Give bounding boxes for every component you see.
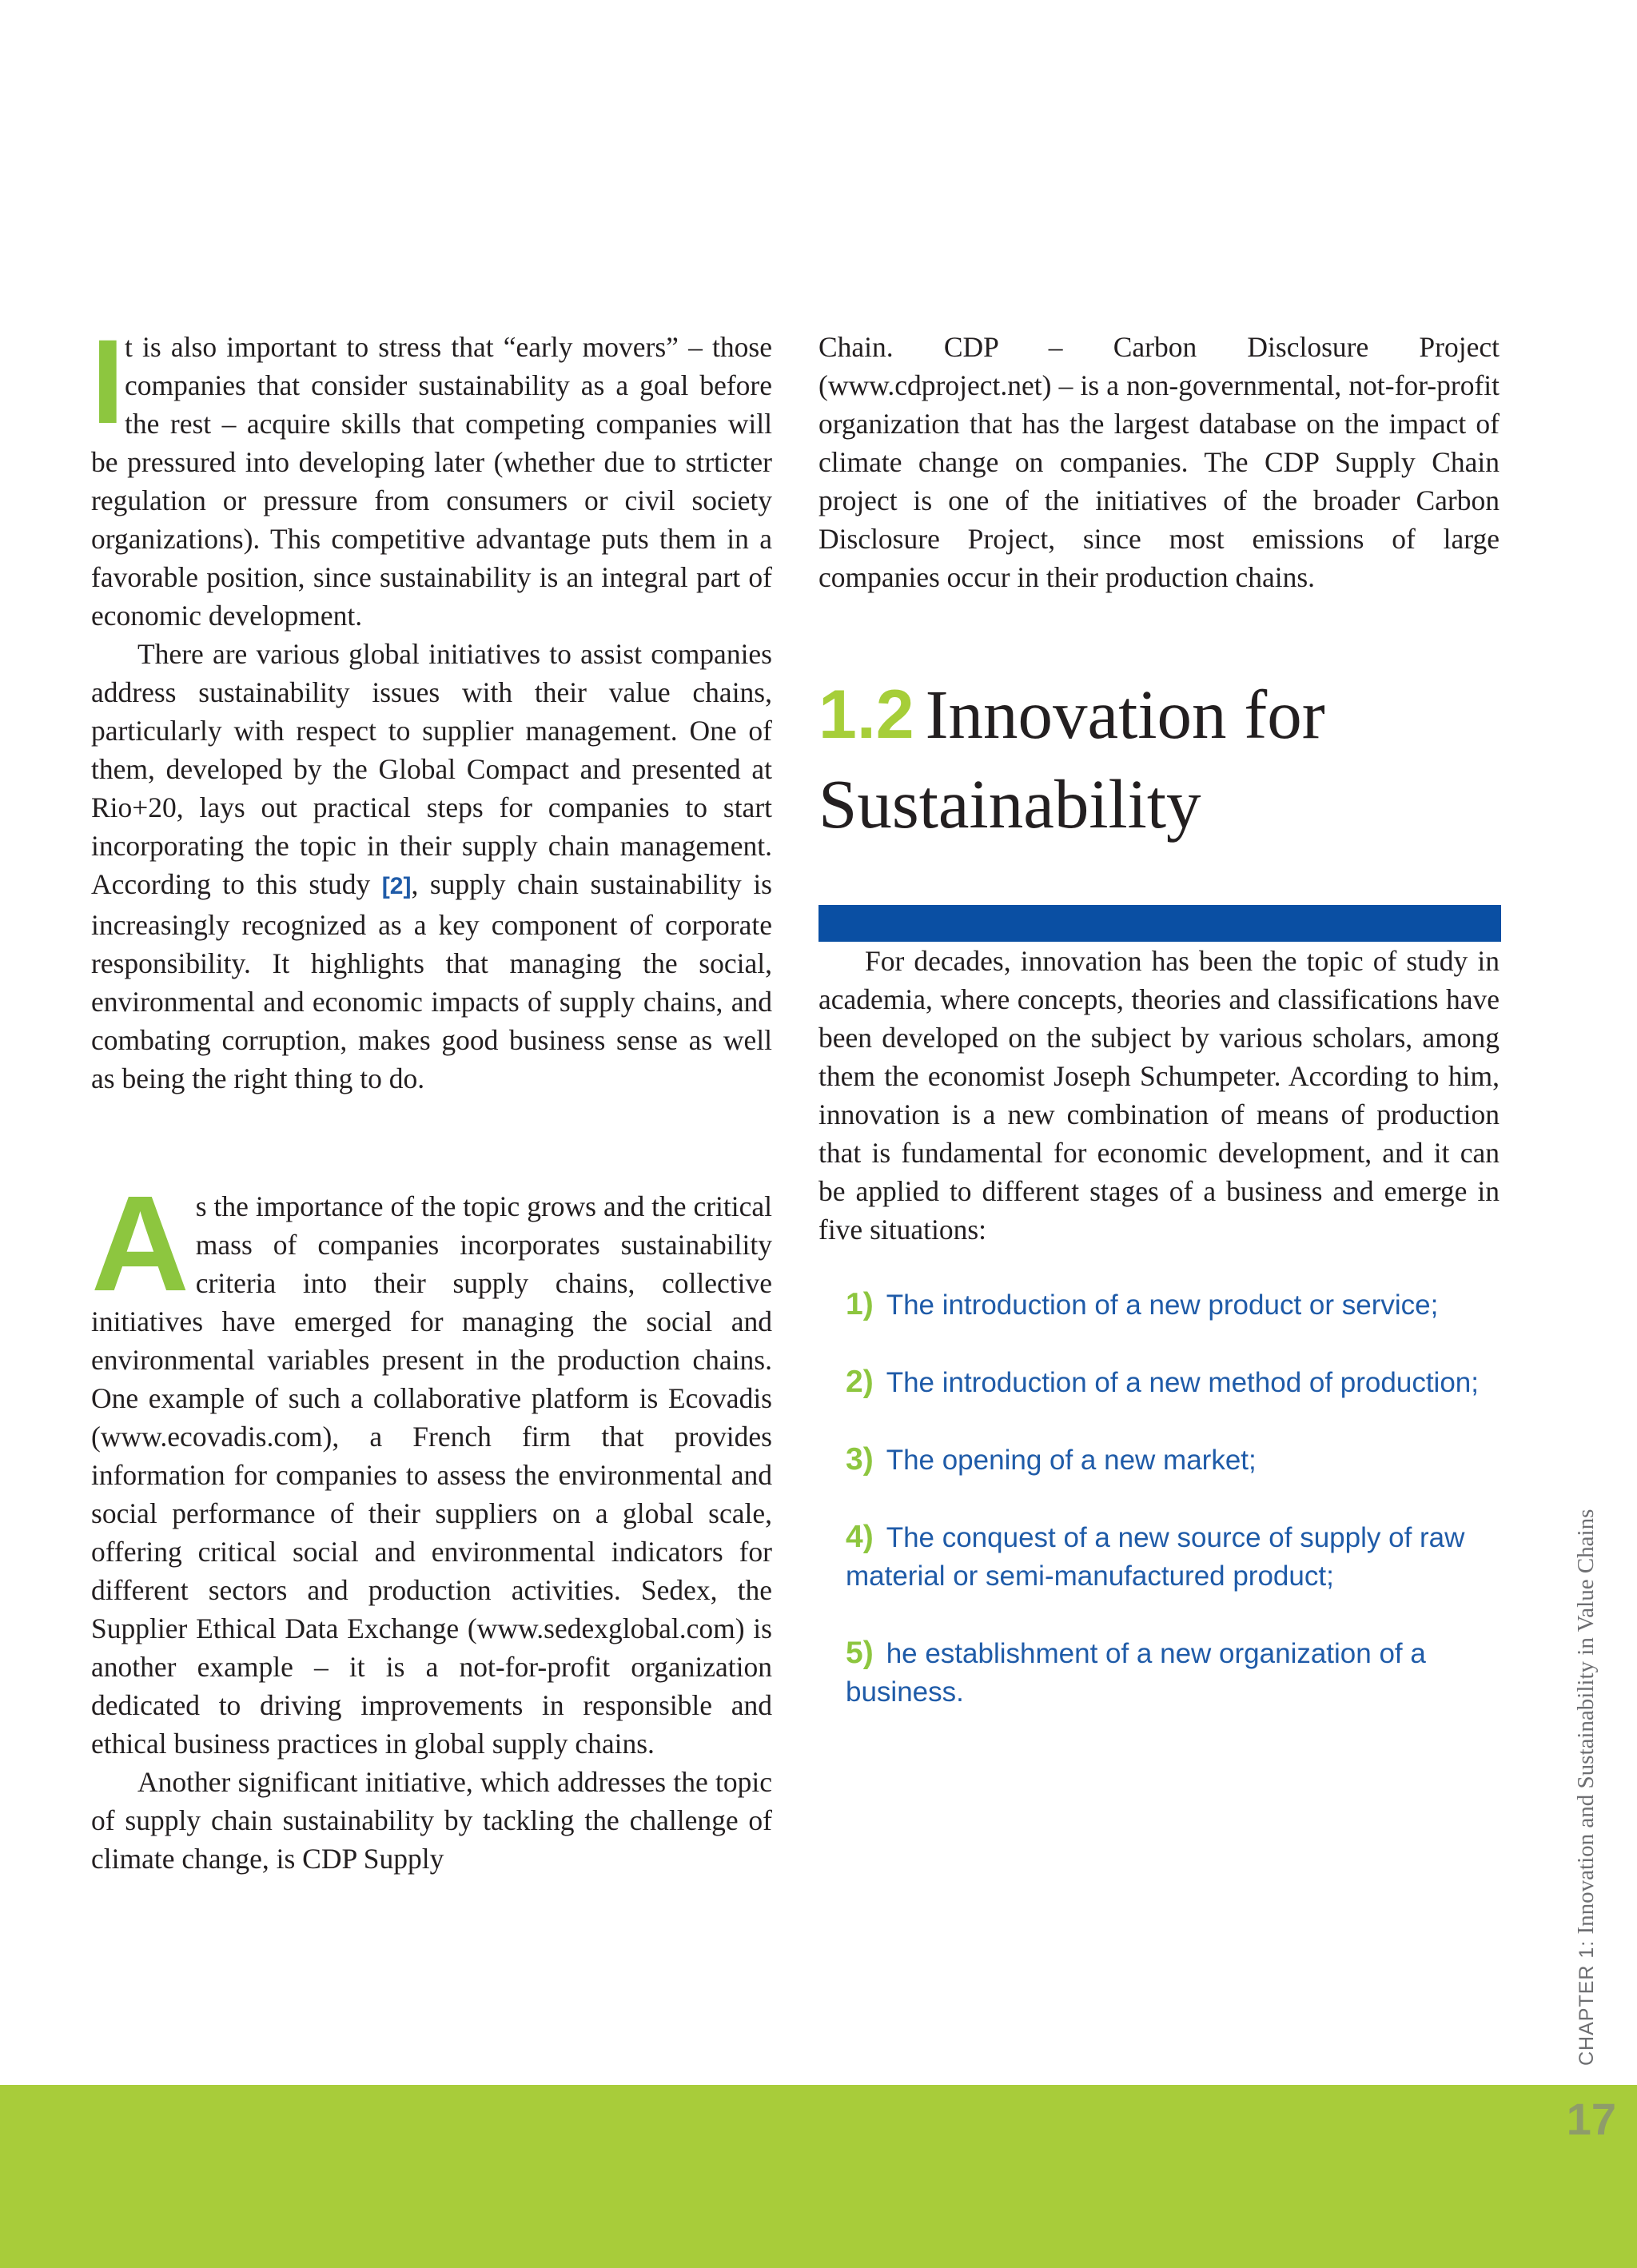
reference-link[interactable]: [2] [381,873,412,899]
list-item-text: The opening of a new market; [886,1445,1257,1476]
list-item [846,1441,1485,1480]
list-item [846,1285,1485,1325]
list-item-text: The introduction of a new product or service; [886,1289,1439,1321]
footer-band [0,2085,1637,2268]
list-item-number: 5) [846,1636,874,1670]
innovation-list [846,1285,1500,1712]
list-item-text: The conquest of a new source of supply of raw material or semi-manufactured product; [846,1522,1465,1592]
list-item-text: The introduction of a new method of production; [886,1367,1479,1398]
left-column [91,314,772,1878]
list-item-number: 2) [846,1365,874,1399]
paragraph-global-initiatives-text-a: There are various global initiatives to assist companies address sustainability issues with their value chains, particularly with respect to supplier management. One of them, developed by the Global Compact and presented at Rio+20, lays out practical steps for companies to start incorporating the topic in their supply chain management. According to this study [91,638,772,900]
heading-rule [818,905,1501,942]
right-column [818,328,1500,1750]
list-item-text: he establishment of a new organization of a business. [846,1638,1426,1708]
section-heading [818,670,1500,849]
list-item [846,1518,1485,1596]
paragraph-collective-initiatives [91,1168,772,1763]
paragraph-cdp: Chain. CDP – Carbon Disclosure Project (www.cdproject.net) – is a non-governmental, not-for-profit organization that has the largest database on the impact of climate change on companies. The CDP Supply Chain project is one of the initiatives of the broader Carbon Disclosure Project, since most emissions of large companies occur in their production chains. [818,331,1500,593]
section-number: 1.2 [818,676,914,753]
paragraph-early-movers-text: t is also important to stress that “early movers” – those companies that consider sustainability as a goal before the rest – acquire skills that competing companies will be pressured into developing later (whether due to strticter regulation or pressure from consumers or civil society organizations). This competitive advantage puts them in a favorable position, since sustainability is an integral part of economic development. [91,331,772,632]
paragraph-innovation: For decades, innovation has been the topic of study in academia, where concepts, theories and classifications have been developed on the subject by various scholars, among them the economist Joseph Schumpeter. According to him, innovation is a new combination of means of production that is fundamental for economic development, and it can be applied to different stages of a business and emerge in five situations: [818,945,1500,1246]
paragraph-cdp-intro: Another significant initiative, which addresses the topic of supply chain sustainability by tackling the challenge of climate change, is CDP Supply [91,1766,772,1875]
list-item-number: 1) [846,1287,874,1321]
chapter-title: Innovation and Sustainability in Value Chains [1573,1509,1599,1940]
paragraph-collective-initiatives-text: s the importance of the topic grows and the critical mass of companies incorporates sustainability criteria into their supply chains, collective initiatives have emerged for managing the social and environmental variables present in the production chains. One example of such a collaborative platform is Ecovadis (www.ecovadis.com), a French firm that provides information for companies to assess the environmental and social performance of their suppliers on a global scale, offering critical social and environmental indicators for different sectors and production activities. Sedex, the Supplier Ethical Data Exchange (www.sedexglobal.com) is another example – it is a not-for-profit organization dedicated to driving improvements in responsible and ethical business practices in global supply chains. [91,1190,772,1760]
page-number: 17 [1566,2094,1616,2144]
paragraph-global-initiatives [91,635,772,1098]
chapter-side-label [1573,1509,1599,2066]
list-item [846,1634,1485,1712]
list-item-number: 4) [846,1520,874,1554]
drop-cap-a: A [91,1168,189,1320]
paragraph-global-initiatives-text-b: , supply chain sustainability is increasingly recognized as a key component of corporate responsibility. It highlights that managing the social, environmental and economic impacts of supply chains, and combating corruption, makes good business sense as well as being the right thing to do. [91,868,772,1094]
section-title: Innovation for Sustainability [818,676,1325,843]
section-spacer [91,1098,772,1187]
list-item [846,1363,1485,1402]
drop-cap-i: I [91,314,125,448]
paragraph-early-movers [91,314,772,635]
list-item-number: 3) [846,1442,874,1477]
chapter-label: CHAPTER 1: [1575,1939,1598,2066]
